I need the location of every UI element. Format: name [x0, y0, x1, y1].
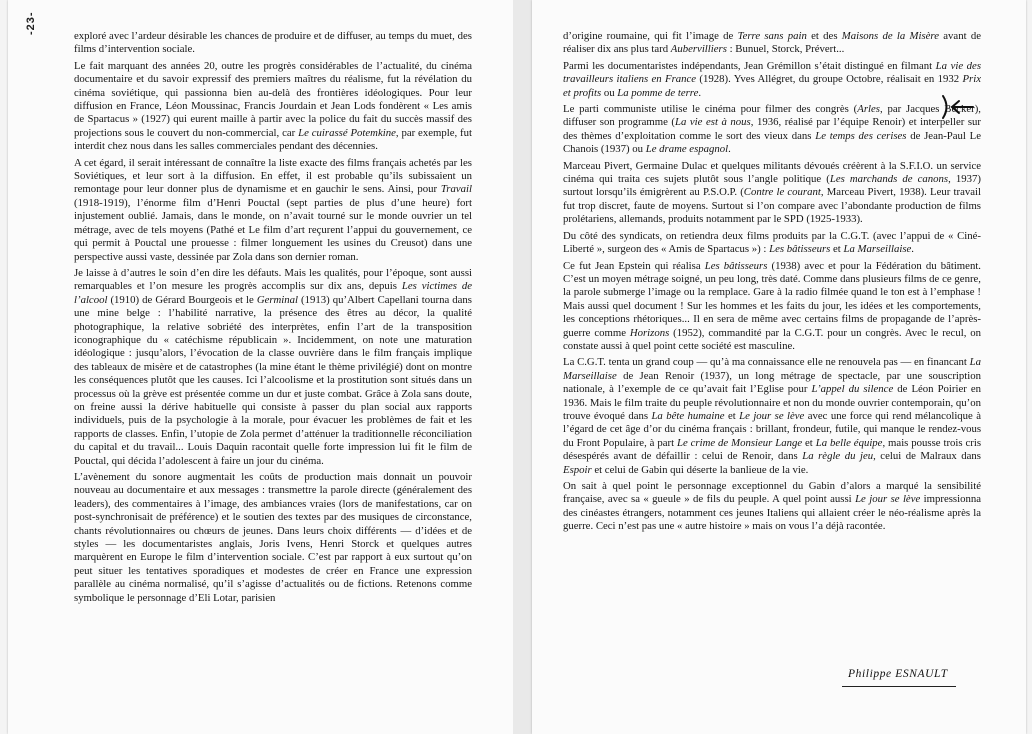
- italic-title: Le temps des cerises: [815, 129, 907, 142]
- handwritten-bracket-arrow-icon: [940, 93, 976, 121]
- text-run: (1910) de Gérard Bourgeois et le: [107, 293, 257, 306]
- text-run: (1928). Yves Allégret, du groupe Octobre, réalisait en 1932: [696, 73, 963, 86]
- italic-title: La pomme de terre: [617, 86, 699, 99]
- signature-underline: [842, 686, 956, 687]
- italic-title: La Marseillaise: [563, 356, 981, 382]
- right-page: [532, 0, 1026, 734]
- text-run: impressionna des cinéastes étrangers, notamment ces jeunes Italiens qui allaient créer le néo-réalisme après la guerre. Ceci n’est pas une « autre histoire » mais on vous l’a déjà racontée.: [563, 493, 981, 533]
- text-run: de Jean-Paul Le Chanois (1937) ou: [563, 129, 981, 156]
- italic-title: Aubervilliers: [670, 43, 727, 56]
- text-run: : Bunuel, Storck, Prévert...: [726, 43, 845, 56]
- text-run: Le fait marquant des années 20, outre les progrès considérables de l’actualité, du cinéma documentaire et du savoir expressif des premiers maîtres du réalisme, fut la révélation du cinéma soviétique, qui passionna bien au-delà des frontières idéologiques. Pour leur diffusion en France, Léon Moussinac, Francis Jourdain et Jean Lods fondèrent « Les amis de Spartacus » (1927) qui eurent maille à partir avec la police du fait du succès massif des projections sous le couvert du non-commercial, car: [74, 59, 472, 139]
- text-run: , 1937) surtout lorsqu’ils émigrèrent au P.S.O.P. (: [563, 173, 981, 199]
- text-run: et celui de Gabin qui déserte la banlieue de la vie.: [591, 463, 809, 476]
- text-run: La C.G.T. tenta un grand coup — qu’à ma connaissance elle ne renouvela pas — en financant: [563, 356, 970, 369]
- author-signature: Philippe ESNAULT: [848, 668, 948, 680]
- text-run: A cet égard, il serait intéressant de connaître la liste exacte des films français achetés par les Soviétiques, et leur sort à la diffusion. En effet, il est probable qu’ils subissaient un remontage pour leur donner plus de dynamisme et en gauchir le sens. Ainsi, pour: [74, 156, 472, 196]
- text-run: , mais pousse trois cris désespérés avant de défaillir : celui de Renoir, dans: [563, 436, 982, 463]
- text-run: Le parti communiste utilise le cinéma pour filmer des congrès (: [563, 103, 858, 116]
- page-gutter: [513, 0, 532, 734]
- italic-title: La vie est à nous: [674, 116, 751, 129]
- italic-title: Contre le courant: [743, 186, 821, 199]
- text-run: On sait à quel point le personnage exceptionnel du Gabin d’alors a marqué la sensibilité française, avec sa « gueule » de fils du peuple. A quel point aussi: [563, 480, 981, 506]
- paragraph: [563, 356, 981, 477]
- text-run: et: [830, 243, 844, 256]
- text-run: , celui de Malraux dans: [873, 450, 981, 463]
- italic-title: Les bâtisseurs: [704, 259, 768, 272]
- text-run: Je laisse à d’autres le soin d’en dire les défauts. Mais les qualités, pour l’époque, sont aussi remarquables et l’on mesure les progrès accomplis sur dix ans, depuis: [74, 266, 472, 293]
- text-run: et des: [806, 30, 842, 42]
- right-text-column: [563, 30, 981, 537]
- left-page: [8, 0, 513, 734]
- text-run: (1952), commandité par la C.G.T. pour un congrès. Avec le recul, on constate aussi à quel point cette société est masculine.: [563, 326, 982, 352]
- text-run: et: [802, 436, 816, 449]
- paragraph: [74, 60, 472, 154]
- paragraph: [563, 480, 981, 534]
- text-run: (1938) avec et pour la Fédération du bâtiment. C’est un moyen métrage soigné, un peu long, très daté. Comme dans plusieurs films de ce genre, la parole submerge l’image ou la remplace. Gare à la radio filmée quand le ton est à l’emphase ! Mais aussi quel document ! Sur les hommes et les faits du jour, les idées et les comportements, les conceptions rhétoriques... Il en sera de même avec certains films de propagande de l’après-guerre comme: [563, 259, 981, 339]
- paragraph: [563, 230, 981, 257]
- text-run: d’origine roumaine, qui fit l’image de: [563, 30, 738, 42]
- text-run: avant de réaliser dix ans plus tard: [563, 30, 981, 56]
- italic-title: Maisons de la Misère: [841, 30, 939, 42]
- italic-title: Horizons: [629, 326, 670, 339]
- text-run: (1918-1919), l’énorme film d’Henri Pouctal (sept parties de plus d’une heure) fort injustement oublié. Jamais, dans le monde, on n’avait tourné sur le monde ouvrier un tel métrage, avec de tels moyens (Pathé et Le film d’art reçurent l’appui du gouvernement, ce qui permit à Pouctal une prouesse : filmer longuement les usines du Creusot) dans une perspective aussi vaste, dessinée par Zola dans son dernier roman.: [74, 196, 472, 263]
- left-text-column: [74, 30, 472, 608]
- text-run: , par Jacques Becker), diffuser son programme (: [563, 103, 981, 129]
- text-run: et: [724, 409, 740, 422]
- paragraph: [74, 267, 472, 468]
- text-run: , 1936, réalisé par l’équipe Renoir) et interpeller sur des thèmes d’exploitation comme le sort des vieux dans: [563, 116, 981, 142]
- text-run: , Marceau Pivert, 1938). Leur travail fut trop discret, faute de moyens. Surtout si l’on compare avec l’abondante production de films prolétariens, allemands, produits notamment par le SPD (1925-1933).: [563, 186, 981, 226]
- paragraph: [563, 60, 981, 100]
- paragraph: [74, 30, 472, 57]
- italic-title: La Marseillaise: [843, 243, 912, 256]
- italic-title: Le crime de Monsieur Lange: [677, 436, 803, 449]
- italic-title: Espoir: [563, 463, 592, 476]
- text-run: de Jean Renoir (1937), un long métrage de spectacle, par une souscription nationale, à l’exemple de ce qu’avait fait l’Eglise pour: [563, 369, 981, 396]
- italic-title: Prix et profits: [563, 73, 981, 99]
- text-run: .: [728, 143, 731, 156]
- italic-title: Les marchands de canons: [829, 173, 949, 186]
- italic-title: Le jour se lève: [855, 493, 921, 506]
- paragraph: [74, 471, 472, 605]
- italic-title: L’appel du silence: [811, 383, 894, 396]
- italic-title: Le drame espagnol: [645, 143, 729, 156]
- page-number: -23-: [25, 11, 37, 35]
- italic-title: Le cuirassé Potemkine: [298, 126, 396, 139]
- italic-title: Arles: [857, 103, 880, 116]
- italic-title: Travail: [440, 183, 472, 196]
- italic-title: Le jour se lève: [739, 409, 805, 422]
- italic-title: La bête humaine: [651, 409, 725, 422]
- italic-title: La règle du jeu: [802, 450, 874, 463]
- text-run: L’avènement du sonore augmentait les coûts de production mais donnait un pouvoir nouveau au documentaire et aux messages : transmettre la parole directe (généralement des leaders), des commentaires à l’image, des ambiances vraies (lors de manifestations, car on post-synchronisait de préférence) et le soutien des textes par des musiques de circonstance, chants révolutionnaires ou chœurs de jeunes. Dans leurs choix différents — d’idées et de styles — les documentaristes anglais, Joris Ivens, Henri Storck et quelques autres marquèrent en Europe le film d’intervention sociale. C’est par rapport à eux surtout qu’on peut situer les tentatives sporadiques et modestes de créer en France une expression parallèle au cinéma normalisé, qu’il s’agisse d’actualités ou de fictions. Retenons comme symbolique le personnage d’Eli Lotar, parisien: [74, 471, 472, 604]
- text-run: Marceau Pivert, Germaine Dulac et quelques militants dévoués créèrent à la S.F.I.O. un service cinéma qui traita ces sujets plutôt sous l’angle politique (: [563, 159, 981, 186]
- paragraph: [563, 260, 981, 354]
- italic-title: Les victimes de l’alcool: [74, 280, 472, 306]
- text-run: avec une force qui rend mélancolique à l’égard de cet âge d’or du cinéma français : brillant, frondeur, futile, qui manque le rendez-vous du Front Populaire, à part: [563, 409, 982, 449]
- italic-title: Les bâtisseurs: [769, 243, 831, 256]
- text-run: Ce fut Jean Epstein qui réalisa: [563, 259, 705, 272]
- italic-title: Terre sans pain: [737, 30, 807, 42]
- text-run: .: [911, 243, 914, 256]
- italic-title: La vie des travailleurs italiens en France: [563, 59, 982, 86]
- paragraph: [563, 30, 981, 57]
- text-run: , par exemple, fut interdit chez nous dans les salles commerciales pendant des décennies.: [74, 126, 472, 153]
- text-run: Du côté des syndicats, on retiendra deux films produits par la C.G.T. (avec l’appui de « Ciné-Liberté », surgeon des « Amis de Spartacus ») :: [563, 229, 981, 256]
- text-run: de Léon Poirier en 1936. Mais le film traite du peuple révolutionnaire et non du monde ouvrier contemporain, qu’on trouve évoqué dans: [563, 383, 982, 422]
- paragraph: [563, 103, 981, 157]
- text-run: exploré avec l’ardeur désirable les chances de produire et de diffuser, au temps du muet, des films d’intervention sociale.: [74, 30, 472, 56]
- text-run: .: [698, 86, 702, 99]
- text-run: ou: [601, 86, 618, 99]
- paragraph: [563, 160, 981, 227]
- paragraph: [74, 157, 472, 264]
- text-run: Parmi les documentaristes indépendants, Jean Grémillon s’était distingué en filmant: [563, 59, 936, 72]
- italic-title: Germinal: [256, 293, 299, 306]
- text-run: (1913) qu’Albert Capellani tourna dans une mine belge : l’habilité narrative, la présence des êtres au décor, la qualité photographique, la relative sobriété des interprètes, enfin l’art de la transposition iconographique du « catéchisme républicain ». Incidemment, on note une maturation idéologique : jusqu’alors, l’évocation de la classe ouvrière dans le film français implique des tableaux de misère et de catastrophes (la mine étant le thème privilégié) dont on montre les conséquences plutôt que les causes. Ici l’alcoolisme et la prostitution sont situés dans un processus où la grève est présentée comme un dur et juste combat. Grâce à Zola sans doute, on freine aussi la dérive habituelle qui consiste à passer du plan social aux rapports individuels, puis de la psychologie à la morale, pour évacuer les problèmes de fait et les rapports de classes. Enfin, l’utopie de Zola permet d’atténuer la traditionnelle réconciliation du capital et du travail... Louis Daquin racontait quelle forte impression lui fit le film de Pouctal, qui décida l’adolescent à faire un jour du cinéma.: [74, 293, 472, 467]
- italic-title: La belle équipe: [815, 436, 883, 449]
